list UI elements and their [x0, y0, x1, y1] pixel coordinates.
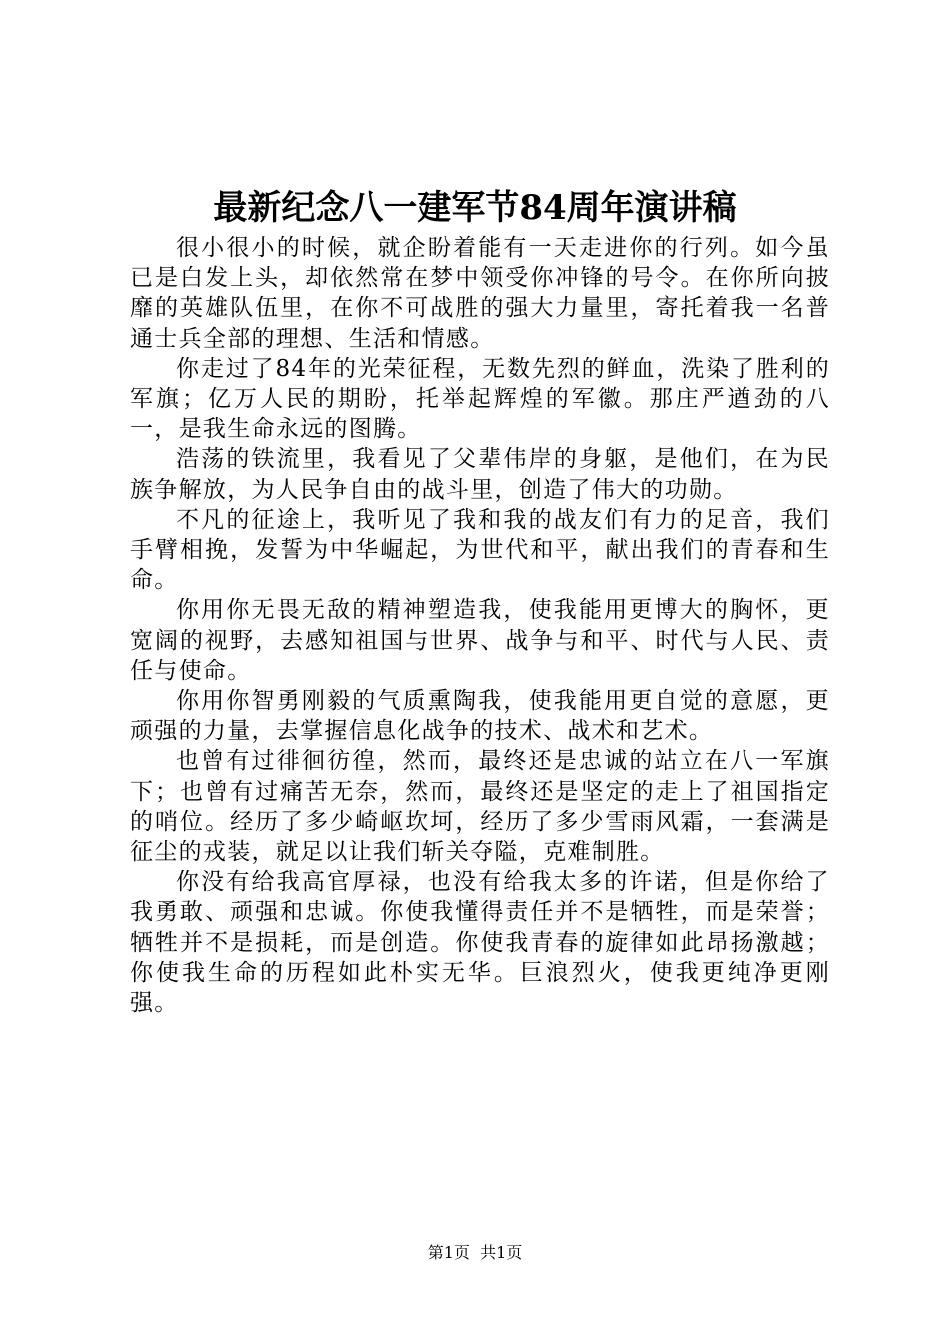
document-body	[130, 233, 830, 1018]
paragraph: 不凡的征途上，我听见了我和我的战友们有力的足音，我们手臂相挽，发誓为中华崛起，为世代和平，献出我们的青春和生命。	[130, 506, 830, 594]
paragraph: 你走过了84年的光荣征程，无数先烈的鲜血，洗染了胜利的军旗；亿万人民的期盼，托举起辉煌的军徽。那庄严遒劲的八一，是我生命永远的图腾。	[130, 355, 830, 443]
page-footer	[0, 1243, 950, 1263]
paragraph: 也曾有过徘徊彷徨，然而，最终还是忠诚的站立在八一军旗下；也曾有过痛苦无奈，然而，最终还是坚定的走上了祖国指定的哨位。经历了多少崎岖坎坷，经历了多少雪雨风霜，一套满是征尘的戎装，就足以让我们斩关夺隘，克难制胜。	[130, 748, 830, 866]
paragraph: 你没有给我高官厚禄，也没有给我太多的许诺，但是你给了我勇敢、顽强和忠诚。你使我懂得责任并不是牺牲，而是荣誉；牺牲并不是损耗，而是创造。你使我青春的旋律如此昂扬激越；你使我生命的历程如此朴实无华。巨浪烈火，使我更纯净更刚强。	[130, 869, 830, 1017]
document-title: 最新纪念八一建军节84周年演讲稿	[213, 188, 737, 228]
page-total: 共1页	[480, 1243, 523, 1262]
paragraph: 你用你无畏无敌的精神塑造我，使我能用更博大的胸怀，更宽阔的视野，去感知祖国与世界、战争与和平、时代与人民、责任与使命。	[130, 597, 830, 684]
paragraph: 很小很小的时候，就企盼着能有一天走进你的行列。如今虽已是白发上头，却依然常在梦中领受你冲锋的号令。在你所向披靡的英雄队伍里，在你不可战胜的强大力量里，寄托着我一名普通士兵全部的理想、生活和情感。	[130, 235, 830, 352]
footer-separator	[470, 1243, 480, 1262]
paragraph: 你用你智勇刚毅的气质熏陶我，使我能用更自觉的意愿，更顽强的力量，去掌握信息化战争的技术、战术和艺术。	[130, 688, 830, 745]
paragraph: 浩荡的铁流里，我看见了父辈伟岸的身躯，是他们，在为民族争解放，为人民争自由的战斗里，创造了伟大的功勋。	[130, 446, 830, 503]
page-number: 第1页	[427, 1243, 470, 1262]
